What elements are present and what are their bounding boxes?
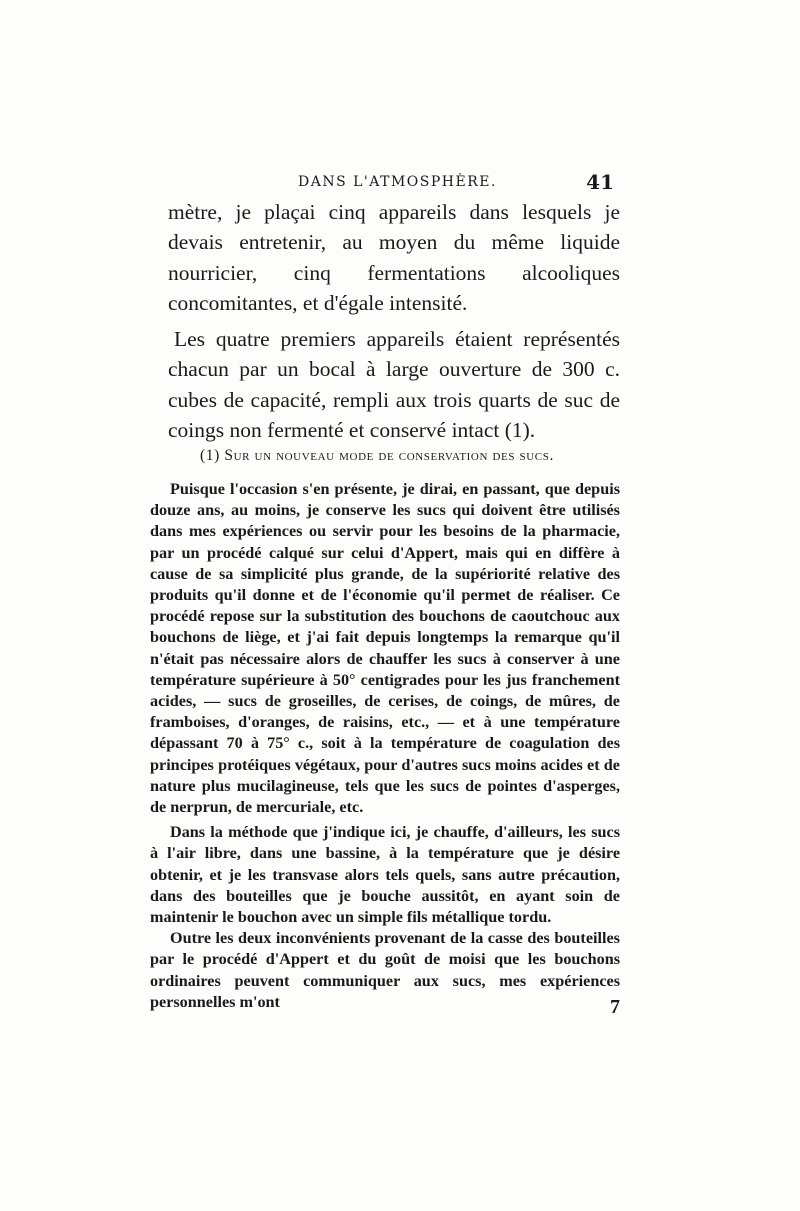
footnote-marker: (1) xyxy=(200,447,220,464)
footnote-heading xyxy=(200,447,600,465)
footnote-paragraph-1: Puisque l'occasion s'en présente, je dirai, en passant, que depuis douze ans, au moins, je conserve les sucs qui doivent être utilisés dans mes expériences ou servir pour les besoins de la pharmacie, par un procédé calqué sur celui d'Appert, mais qui en diffère à cause de sa simplicité plus grande, de la supériorité relative des produits qu'il donne et de l'économie qu'il permet de réaliser. Ce procédé repose sur la substitution des bouchons de caoutchouc aux bouchons de liège, et j'ai fait depuis longtemps la remarque qu'il n'était pas nécessaire alors de chauffer les sucs à conserver à une température supérieure à 50° centigrades pour les jus franchement acides, — sucs de groseilles, de cerises, de coings, de mûres, de framboises, d'oranges, de raisins, etc., — et à une température dépassant 70 à 75° c., soit à la température de coagulation des principes protéiques végétaux, pour d'autres sucs moins acides et de nature plus mucilagineuse, tels que les sucs de pointes d'asperges, de nerprun, de mercuriale, etc. xyxy=(150,480,620,817)
page-number: 41 xyxy=(586,170,614,194)
main-paragraph-2 xyxy=(168,324,620,445)
running-title: DANS L'ATMOSPHÈRE. xyxy=(298,174,497,190)
main-paragraph-1: mètre, je plaçai cinq appareils dans lesquels je devais entretenir, au moyen du même liquide nourricier, cinq fermentations alcooliques concomitantes, et d'égale intensité. xyxy=(168,200,620,315)
main-text xyxy=(168,197,620,445)
footnote-title: Sur un nouveau mode de conservation des sucs. xyxy=(224,447,554,464)
signature-mark: 7 xyxy=(610,996,620,1018)
footnote-paragraph-2: Dans la méthode que j'indique ici, je chauffe, d'ailleurs, les sucs à l'air libre, dans une bassine, à la température que je désire obtenir, et je les transvase alors tels quels, sans autre précaution, dans des bouteilles que je bouche aussitôt, en ayant soin de maintenir le bouchon avec un simple fils métallique tordu. xyxy=(150,823,620,927)
footnote-body xyxy=(150,479,620,1013)
running-head xyxy=(168,170,614,194)
footnote-paragraph-3: Outre les deux inconvénients provenant de la casse des bouteilles par le procédé d'Appert et du goût de moisi que les bouchons ordinaires peuvent communiquer aux sucs, mes expériences personnelles m'ont xyxy=(150,929,620,1011)
main-paragraph-2-text: Les quatre premiers appareils étaient représentés chacun par un bocal à large ouverture de 300 c. cubes de capacité, rempli aux trois quarts de suc de coings non fermenté et conservé intact (1). xyxy=(168,327,620,443)
